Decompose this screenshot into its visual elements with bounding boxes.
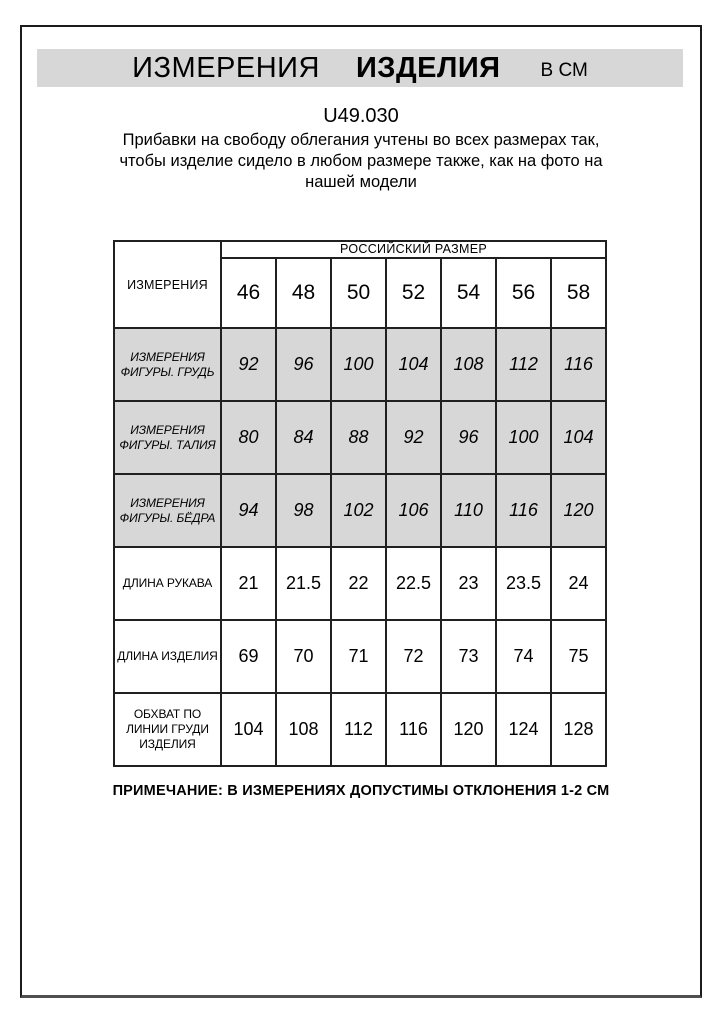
row-label: ОБХВАТ ПО ЛИНИИ ГРУДИ ИЗДЕЛИЯ	[114, 693, 221, 766]
value-cell: 104	[221, 693, 276, 766]
value-cell: 128	[551, 693, 606, 766]
intro-line: чтобы изделие сидело в любом размере также, как на фото на	[119, 152, 603, 170]
value-cell: 21	[221, 547, 276, 620]
value-cell: 74	[496, 620, 551, 693]
value-cell: 100	[331, 328, 386, 401]
row-label: ИЗМЕРЕНИЯ ФИГУРЫ. БЁДРА	[114, 474, 221, 547]
value-cell: 110	[441, 474, 496, 547]
size-column-header: 50	[331, 258, 386, 328]
title-units: В СМ	[540, 59, 588, 81]
measurements-column-header: ИЗМЕРЕНИЯ	[114, 241, 221, 328]
size-column-header: 58	[551, 258, 606, 328]
value-cell: 116	[386, 693, 441, 766]
size-system-header-row	[114, 241, 606, 258]
value-cell: 98	[276, 474, 331, 547]
value-cell: 70	[276, 620, 331, 693]
value-cell: 94	[221, 474, 276, 547]
title-product: ИЗДЕЛИЯ	[355, 51, 501, 84]
table-row	[114, 474, 606, 547]
table-row	[114, 401, 606, 474]
model-code: U49.030	[323, 105, 399, 127]
value-cell: 80	[221, 401, 276, 474]
value-cell: 92	[221, 328, 276, 401]
size-column-header: 46	[221, 258, 276, 328]
value-cell: 96	[441, 401, 496, 474]
value-cell: 96	[276, 328, 331, 401]
value-cell: 72	[386, 620, 441, 693]
value-cell: 120	[441, 693, 496, 766]
title-bar	[37, 49, 683, 87]
size-column-header: 54	[441, 258, 496, 328]
row-label: ДЛИНА РУКАВА	[114, 547, 221, 620]
value-cell: 73	[441, 620, 496, 693]
intro-text	[22, 130, 700, 193]
table-row	[114, 328, 606, 401]
value-cell: 112	[331, 693, 386, 766]
value-cell: 116	[496, 474, 551, 547]
value-cell: 100	[496, 401, 551, 474]
note-text: ПРИМЕЧАНИЕ: В ИЗМЕРЕНИЯХ ДОПУСТИМЫ ОТКЛОНЕНИЯ 1-2 СМ	[112, 783, 610, 799]
value-cell: 23.5	[496, 547, 551, 620]
row-label: ДЛИНА ИЗДЕЛИЯ	[114, 620, 221, 693]
row-label: ИЗМЕРЕНИЯ ФИГУРЫ. ТАЛИЯ	[114, 401, 221, 474]
value-cell: 22	[331, 547, 386, 620]
russian-size-header: РОССИЙСКИЙ РАЗМЕР	[221, 241, 606, 258]
value-cell: 112	[496, 328, 551, 401]
value-cell: 92	[386, 401, 441, 474]
table-row	[114, 620, 606, 693]
value-cell: 88	[331, 401, 386, 474]
value-cell: 69	[221, 620, 276, 693]
intro-line: нашей модели	[305, 173, 417, 191]
page-frame-border	[20, 25, 702, 998]
size-column-header: 52	[386, 258, 441, 328]
value-cell: 104	[386, 328, 441, 401]
value-cell: 22.5	[386, 547, 441, 620]
value-cell: 120	[551, 474, 606, 547]
value-cell: 102	[331, 474, 386, 547]
value-cell: 106	[386, 474, 441, 547]
table-row	[114, 693, 606, 766]
title-measurements: ИЗМЕРЕНИЯ	[132, 51, 320, 84]
row-label: ИЗМЕРЕНИЯ ФИГУРЫ. ГРУДЬ	[114, 328, 221, 401]
value-cell: 104	[551, 401, 606, 474]
value-cell: 108	[276, 693, 331, 766]
size-column-header: 56	[496, 258, 551, 328]
size-table	[113, 240, 607, 767]
value-cell: 24	[551, 547, 606, 620]
value-cell: 75	[551, 620, 606, 693]
intro-line: Прибавки на свободу облегания учтены во всех размерах так,	[122, 131, 600, 149]
value-cell: 84	[276, 401, 331, 474]
table-row	[114, 547, 606, 620]
value-cell: 124	[496, 693, 551, 766]
size-column-header: 48	[276, 258, 331, 328]
value-cell: 71	[331, 620, 386, 693]
value-cell: 108	[441, 328, 496, 401]
value-cell: 23	[441, 547, 496, 620]
value-cell: 116	[551, 328, 606, 401]
value-cell: 21.5	[276, 547, 331, 620]
